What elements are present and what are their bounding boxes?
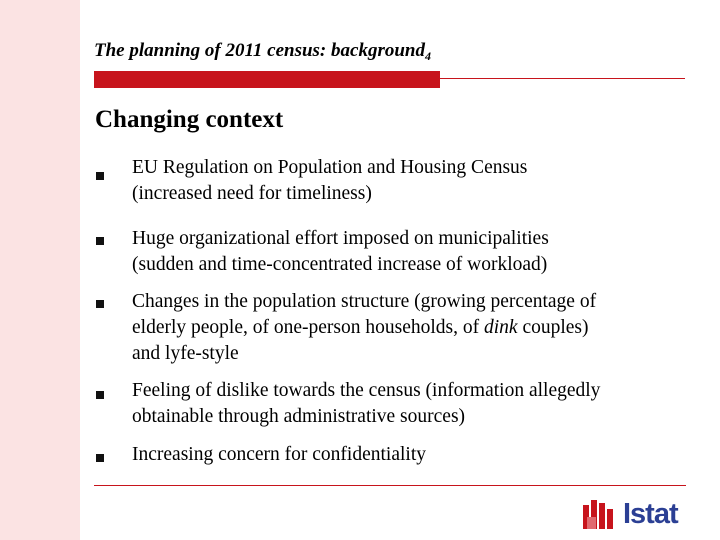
list-item: Changes in the population structure (growing percentage of elderly people, of one-person households, of dink couples) and lyfe-style xyxy=(132,291,597,364)
footer-divider xyxy=(94,485,686,486)
dink-emphasis: dink xyxy=(484,317,518,338)
bullet-icon xyxy=(96,172,104,180)
section-title: Changing context xyxy=(95,106,284,133)
header-title: The planning of 2011 census: background$_4$ xyxy=(94,40,431,63)
header-title-subscript: 4 xyxy=(424,49,431,63)
bullet-icon xyxy=(96,300,104,308)
left-sidebar-band xyxy=(0,0,80,540)
bullet-icon xyxy=(96,454,104,462)
header-divider xyxy=(440,78,685,79)
list-item: EU Regulation on Population and Housing Census (increased need for timeliness) xyxy=(132,157,528,204)
list-item: Feeling of dislike towards the census (information allegedly obtainable through administrative sources) xyxy=(132,380,601,427)
istat-logo-text: Istat xyxy=(623,498,678,530)
header-red-bar xyxy=(94,71,440,88)
bullet-icon xyxy=(96,237,104,245)
list-item: Huge organizational effort imposed on municipalities (sudden and time-concentrated increase of workload) xyxy=(132,228,549,275)
bullet-icon xyxy=(96,391,104,399)
list-item: Increasing concern for confidentiality xyxy=(132,444,426,465)
